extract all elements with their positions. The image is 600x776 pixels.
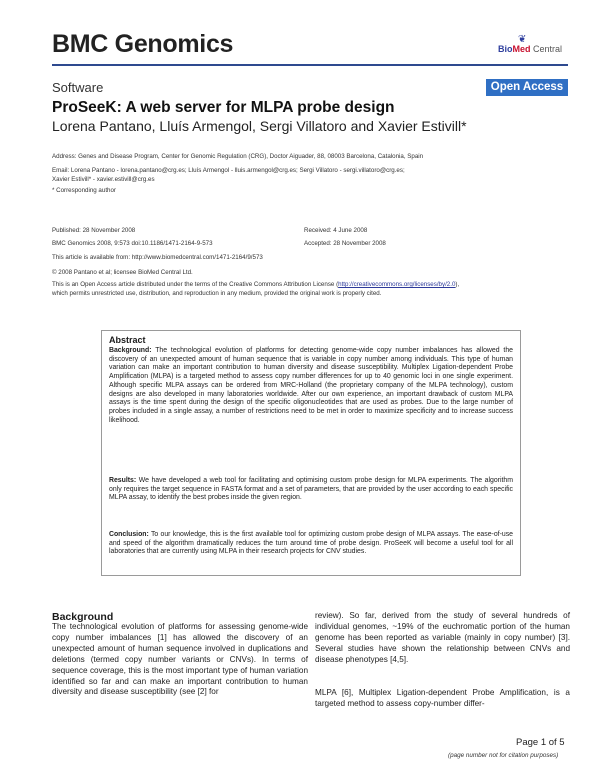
email-line: Xavier Estivill* - xavier.estivill@crg.es [52,176,155,183]
body-left-column: The technological evolution of platforms for assessing genome-wide copy number imbalances [1] has allowed the discovery of an unexpected amount of human sequence involved in duplications and deletions (termed copy number variants or CNVs). In terms of sequence coverage, this is the most important type of human variation identified so far and can make an important contribution to human diversity and disease susceptibility (see [2] for [52,622,308,697]
abstract-label: Background: [109,347,152,354]
abstract-heading: Abstract [109,335,146,345]
abstract-label: Conclusion: [109,531,149,538]
abstract-text: The technological evolution of platforms for detecting genome-wide copy number imbalances has allowed the discovery of an unexpected amount of human sequence that is variable in copy number among individuals. This type of human variation can make an important contribution to human diversity and disease susceptibility. Multiplex Ligation-dependent Probe Amplification (MLPA) is a targeted method to assess copy number differences for up to 40 genomic loci in one single experiment. Although specific MLPA assays can be ordered from MRC-Holland (the proprietary company of the MLPA technology), custom designs are also developed in many laboratories worldwide. After our own experience, an important drawback of custom MLPA assays is the time spent during the design of the specific oligonucleotides that are used as probes. Due to the large number of probes included in a single assay, a number of restrictions need to be met in order to maximize specificity and to increase success likelihood. [109,347,513,424]
abstract-text: To our knowledge, this is the first available tool for optimizing custom probe design of MLPA assays. The ease-of-use and speed of the algorithm dramatically reduces the turn around time of probe design. ProSeeK will become a useful tool for all laboratories that are currently using MLPA in their research projects for CNV studies. [109,531,513,556]
publisher-central: Central [530,44,563,54]
received-date: Received: 4 June 2008 [304,227,368,234]
license-text [52,281,459,298]
page-number-note: (page number not for citation purposes) [448,752,559,759]
journal-title: BMC Genomics [52,30,234,58]
license-text-line2: which permits unrestricted use, distribution, and reproduction in any medium, provided the original work is properly cited. [52,289,382,297]
abstract-results [109,477,513,503]
author-list: Lorena Pantano, Lluís Armengol, Sergi Villatoro and Xavier Estivill* [52,118,467,134]
license-text-start: This is an Open Access article distributed under the terms of the Creative Commons Attribution License ( [52,281,339,288]
publisher-logo [498,34,568,52]
section-heading: Background [52,611,114,623]
abstract-text: We have developed a web tool for facilitating and optimising custom probe design for MLPA experiments. The algorithm only requires the target sequence in FASTA format and a set of parameters, that are provided by the user according to each specific MLPA assay, to identify the best probes inside the given region. [109,477,513,502]
article-type: Software [52,80,104,95]
email-line: Email: Lorena Pantano - lorena.pantano@crg.es; Lluís Armengol - lluis.armengol@crg.es; Sergi Villatoro - sergi.villatoro@crg.es; [52,167,405,174]
accepted-date: Accepted: 28 November 2008 [304,240,386,247]
publisher-leaf-icon: ❦ [518,34,527,45]
citation-doi: BMC Genomics 2008, 9:573 doi:10.1186/1471-2164-9-573 [52,240,213,247]
body-right-paragraph: review). So far, derived from the study of several hundreds of individual genomes, ~19% of the euchromatic portion of the human genome has been reported as variable (mainly in copy number) [3]. Several studies have shown the relationship between CNVs and disease phenotypes [4,5]. [315,611,570,664]
article-title: ProSeeK: A web server for MLPA probe design [52,99,395,116]
header-divider [52,64,568,66]
license-text-end: ), [455,281,460,288]
published-date: Published: 28 November 2008 [52,227,136,234]
publisher-bio: Bio [498,44,513,54]
open-access-badge: Open Access [486,79,568,96]
abstract-conclusion [109,531,513,557]
body-right-paragraph: MLPA [6], Multiplex Ligation-dependent Probe Amplification, is a targeted method to assess copy-number differ- [315,688,570,708]
abstract-label: Results: [109,477,137,484]
abstract-background [109,347,513,425]
page-number: Page 1 of 5 [516,737,565,748]
author-address: Address: Genes and Disease Program, Center for Genomic Regulation (CRG), Doctor Aiguader, 88, 08003 Barcelona, Catalonia, Spain [52,153,424,160]
corresponding-author-note: * Corresponding author [52,187,116,194]
copyright-line: © 2008 Pantano et al; licensee BioMed Central Ltd. [52,269,193,276]
publisher-med: Med [512,44,531,54]
publisher-name [498,44,562,54]
license-link[interactable]: http://creativecommons.org/licenses/by/2.0 [338,281,456,288]
author-emails [52,167,405,183]
article-url: This article is available from: http://www.biomedcentral.com/1471-2164/9/573 [52,254,263,261]
